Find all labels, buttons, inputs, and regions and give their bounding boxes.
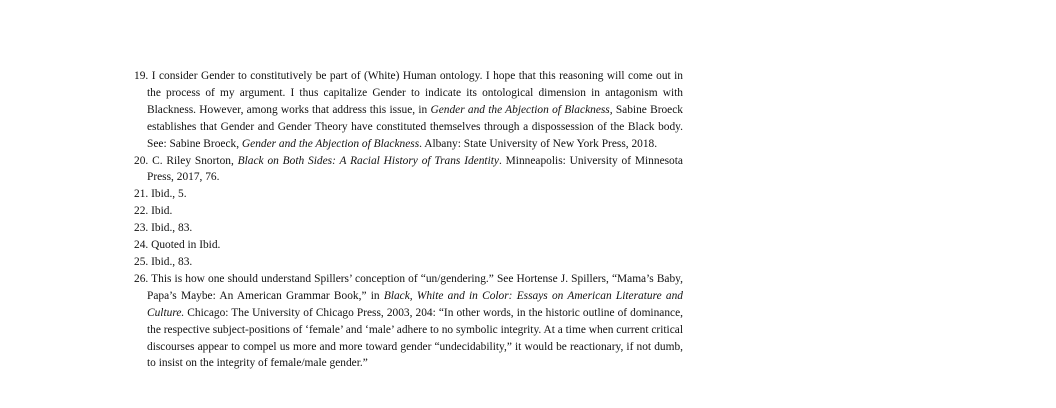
endnote-text: I consider Gender to constitutively be part of (White) Human ontology. I hope that this reasoning will come out in the process of my argument. I thus capitalize Gender to indicate its ontological dimension in antagonism with Blackness. However, among works that address this issue, in <box>147 70 683 116</box>
endnote-text: Ibid., 83. <box>151 222 193 235</box>
endnote-number: 19. <box>134 70 149 82</box>
endnote-text: Ibid. <box>151 205 173 218</box>
endnote-number: 22. <box>134 205 149 218</box>
endnote-text: Quoted in Ibid. <box>151 239 221 252</box>
endnote-number: 20. <box>134 154 149 167</box>
endnote-23 <box>134 220 683 237</box>
endnote-25 <box>134 254 683 271</box>
endnote-22 <box>134 203 683 220</box>
endnote-text: Ibid., 5. <box>151 188 187 201</box>
endnote-number: 24. <box>134 239 149 252</box>
endnote-21 <box>134 186 683 203</box>
endnote-title-italic: Gender and the Abjection of Blackness, <box>430 103 613 116</box>
endnote-number: 25. <box>134 255 149 268</box>
endnotes-list <box>134 68 683 372</box>
endnote-24 <box>134 237 683 254</box>
endnote-text: This is how one should understand Spillers’ conception of “un/gendering.” See Hortense J. Spillers, “Mama’s Baby, Papa’s Maybe: An American Grammar Book,” in <box>147 272 683 302</box>
endnote-title-italic: Black on Both Sides: A Racial History of Trans Identity <box>237 154 499 167</box>
endnote-19 <box>134 68 683 153</box>
endnote-20 <box>134 153 683 187</box>
endnote-text: Chicago: The University of Chicago Press, 2003, 204: “In other words, in the historic outline of dominance, the respective subject-positions of ‘female’ and ‘male’ adhere to no symbolic integrity. At a time when current critical discourses appear to compel us more and more toward gender “undecidability,” it would be reactionary, if not dumb, to insist on the integrity of female/male gender.” <box>147 306 683 370</box>
endnote-number: 26. <box>134 272 149 285</box>
endnote-text: Ibid., 83. <box>151 255 193 268</box>
endnote-title-italic: Black, White and in Color: Essays on American Literature and Culture. <box>147 289 683 319</box>
endnote-title-italic: Gender and the Abjection of Blackness <box>241 137 420 150</box>
endnote-number: 21. <box>134 188 149 201</box>
endnote-text: . Minneapolis: University of Minnesota Press, 2017, 76. <box>147 154 683 184</box>
endnote-text: Sabine Broeck establishes that Gender and Gender Theory have constituted themselves through a dispossession of the Black body. See: Sabine Broeck, <box>147 103 683 150</box>
endnote-text: C. Riley Snorton, <box>152 154 238 167</box>
endnote-26 <box>134 271 683 372</box>
endnote-text: . Albany: State University of New York Press, 2018. <box>419 137 658 150</box>
endnote-number: 23. <box>134 222 149 235</box>
